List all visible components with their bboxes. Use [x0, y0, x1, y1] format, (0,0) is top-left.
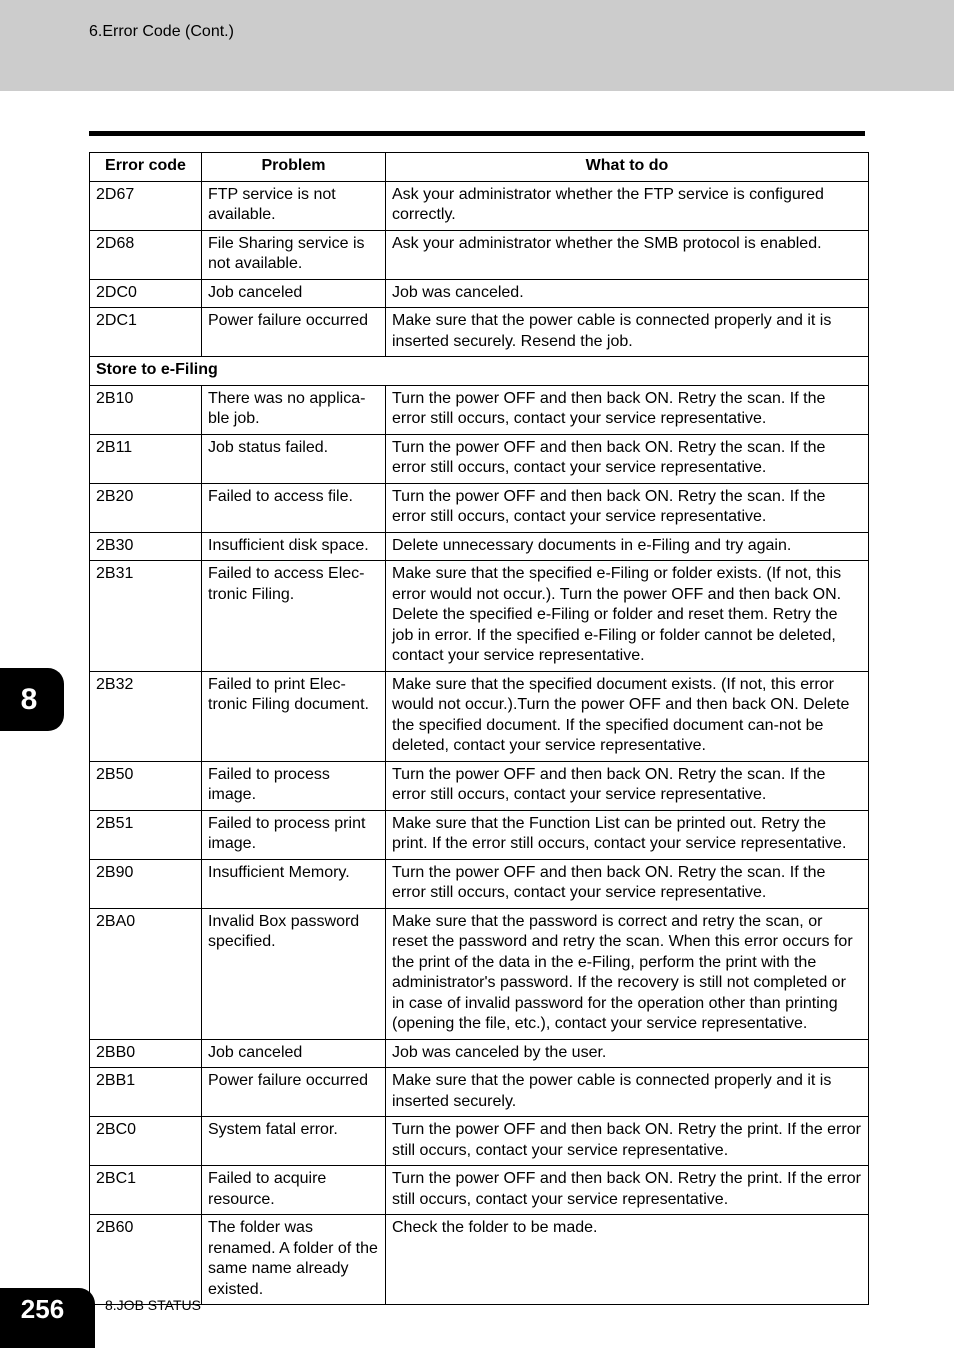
- cell-error-code: 2BA0: [90, 908, 202, 1039]
- cell-error-code: 2B90: [90, 859, 202, 908]
- cell-error-code: 2B10: [90, 385, 202, 434]
- section-heading: Store to e-Filing: [90, 357, 869, 386]
- cell-error-code: 2B51: [90, 810, 202, 859]
- cell-what-to-do: Ask your administrator whether the FTP service is configured correctly.: [386, 181, 869, 230]
- cell-what-to-do: Delete unnecessary documents in e-Filing and try again.: [386, 532, 869, 561]
- cell-what-to-do: Make sure that the specified document exists. (If not, this error would not occur.).Turn the power OFF and then back ON. Delete the specified document. If the specified document can-not be deleted, contact your service representative.: [386, 671, 869, 761]
- cell-problem: Job status failed.: [202, 434, 386, 483]
- cell-what-to-do: Ask your administrator whether the SMB protocol is enabled.: [386, 230, 869, 279]
- chapter-tab: [0, 668, 64, 731]
- column-header-problem: Problem: [202, 153, 386, 182]
- column-header-what-to-do: What to do: [386, 153, 869, 182]
- table-header-row: [90, 153, 869, 182]
- cell-problem: Failed to process print image.: [202, 810, 386, 859]
- cell-what-to-do: Job was canceled.: [386, 279, 869, 308]
- cell-what-to-do: Job was canceled by the user.: [386, 1039, 869, 1068]
- table-row: [90, 279, 869, 308]
- cell-problem: Failed to access file.: [202, 483, 386, 532]
- cell-error-code: 2BB1: [90, 1068, 202, 1117]
- cell-problem: Failed to process image.: [202, 761, 386, 810]
- page-header-title: 6.Error Code (Cont.): [89, 23, 234, 40]
- table-row: [90, 1215, 869, 1305]
- table-row: [90, 385, 869, 434]
- cell-problem: Job canceled: [202, 1039, 386, 1068]
- cell-error-code: 2B31: [90, 561, 202, 672]
- cell-what-to-do: Check the folder to be made.: [386, 1215, 869, 1305]
- cell-what-to-do: Turn the power OFF and then back ON. Retry the scan. If the error still occurs, contact your service representative.: [386, 859, 869, 908]
- cell-what-to-do: Make sure that the Function List can be printed out. Retry the print. If the error still occurs, contact your service representative.: [386, 810, 869, 859]
- error-code-table: [89, 152, 869, 1305]
- cell-error-code: 2B60: [90, 1215, 202, 1305]
- cell-what-to-do: Turn the power OFF and then back ON. Retry the scan. If the error still occurs, contact your service representative.: [386, 434, 869, 483]
- cell-error-code: 2B20: [90, 483, 202, 532]
- header-rule: [89, 131, 865, 136]
- header-band: [0, 0, 954, 91]
- table-row: [90, 1166, 869, 1215]
- cell-error-code: 2BC1: [90, 1166, 202, 1215]
- cell-what-to-do: Turn the power OFF and then back ON. Retry the scan. If the error still occurs, contact your service representative.: [386, 483, 869, 532]
- table-row: [90, 761, 869, 810]
- cell-problem: Job canceled: [202, 279, 386, 308]
- cell-error-code: 2D67: [90, 181, 202, 230]
- cell-error-code: 2B11: [90, 434, 202, 483]
- cell-problem: Failed to access Elec-tronic Filing.: [202, 561, 386, 672]
- cell-error-code: 2B50: [90, 761, 202, 810]
- cell-problem: Invalid Box password specified.: [202, 908, 386, 1039]
- table-row: [90, 671, 869, 761]
- table-row: [90, 181, 869, 230]
- table-row: [90, 230, 869, 279]
- table-row: [90, 810, 869, 859]
- cell-what-to-do: Make sure that the password is correct and retry the scan, or reset the password and retry the scan. When this error occurs for the print of the data in the e-Filing, perform the print with the administrator's password. If the recovery is still not completed or in case of invalid password for the operation other than printing (opening the file, etc.), contact your service representative.: [386, 908, 869, 1039]
- table-row: [90, 532, 869, 561]
- table-row: [90, 434, 869, 483]
- cell-what-to-do: Turn the power OFF and then back ON. Retry the print. If the error still occurs, contact your service representative.: [386, 1117, 869, 1166]
- cell-error-code: 2BC0: [90, 1117, 202, 1166]
- cell-error-code: 2B30: [90, 532, 202, 561]
- table-row: [90, 561, 869, 672]
- cell-what-to-do: Turn the power OFF and then back ON. Retry the scan. If the error still occurs, contact your service representative.: [386, 385, 869, 434]
- page-number-box: [0, 1288, 95, 1348]
- cell-what-to-do: Turn the power OFF and then back ON. Retry the scan. If the error still occurs, contact your service representative.: [386, 761, 869, 810]
- footer-section-label: 8.JOB STATUS: [105, 1297, 201, 1313]
- column-header-error-code: Error code: [90, 153, 202, 182]
- cell-error-code: 2DC1: [90, 308, 202, 357]
- cell-problem: Insufficient disk space.: [202, 532, 386, 561]
- cell-error-code: 2B32: [90, 671, 202, 761]
- cell-problem: Failed to print Elec-tronic Filing document.: [202, 671, 386, 761]
- cell-problem: FTP service is not available.: [202, 181, 386, 230]
- table-row: [90, 1117, 869, 1166]
- table-body: [90, 181, 869, 1305]
- table-section-row: [90, 357, 869, 386]
- cell-problem: Power failure occurred: [202, 308, 386, 357]
- cell-problem: The folder was renamed. A folder of the same name already existed.: [202, 1215, 386, 1305]
- table-row: [90, 1039, 869, 1068]
- table-row: [90, 1068, 869, 1117]
- cell-what-to-do: Turn the power OFF and then back ON. Retry the print. If the error still occurs, contact your service representative.: [386, 1166, 869, 1215]
- cell-problem: There was no applica-ble job.: [202, 385, 386, 434]
- cell-error-code: 2D68: [90, 230, 202, 279]
- chapter-number: 8: [20, 682, 38, 716]
- cell-problem: Failed to acquire resource.: [202, 1166, 386, 1215]
- cell-error-code: 2DC0: [90, 279, 202, 308]
- cell-problem: File Sharing service is not available.: [202, 230, 386, 279]
- table-row: [90, 908, 869, 1039]
- cell-error-code: 2BB0: [90, 1039, 202, 1068]
- cell-what-to-do: Make sure that the power cable is connected properly and it is inserted securely.: [386, 1068, 869, 1117]
- cell-problem: Power failure occurred: [202, 1068, 386, 1117]
- table-row: [90, 483, 869, 532]
- cell-what-to-do: Make sure that the specified e-Filing or folder exists. (If not, this error would not occur.). Turn the power OFF and then back ON. Delete the specified e-Filing or folder and reset them. Retry the job in error. If the specified e-Filing or folder cannot be deleted, contact your service representative.: [386, 561, 869, 672]
- cell-what-to-do: Make sure that the power cable is connected properly and it is inserted securely. Resend the job.: [386, 308, 869, 357]
- cell-problem: Insufficient Memory.: [202, 859, 386, 908]
- cell-problem: System fatal error.: [202, 1117, 386, 1166]
- page-number: 256: [20, 1294, 65, 1324]
- table-row: [90, 859, 869, 908]
- table-row: [90, 308, 869, 357]
